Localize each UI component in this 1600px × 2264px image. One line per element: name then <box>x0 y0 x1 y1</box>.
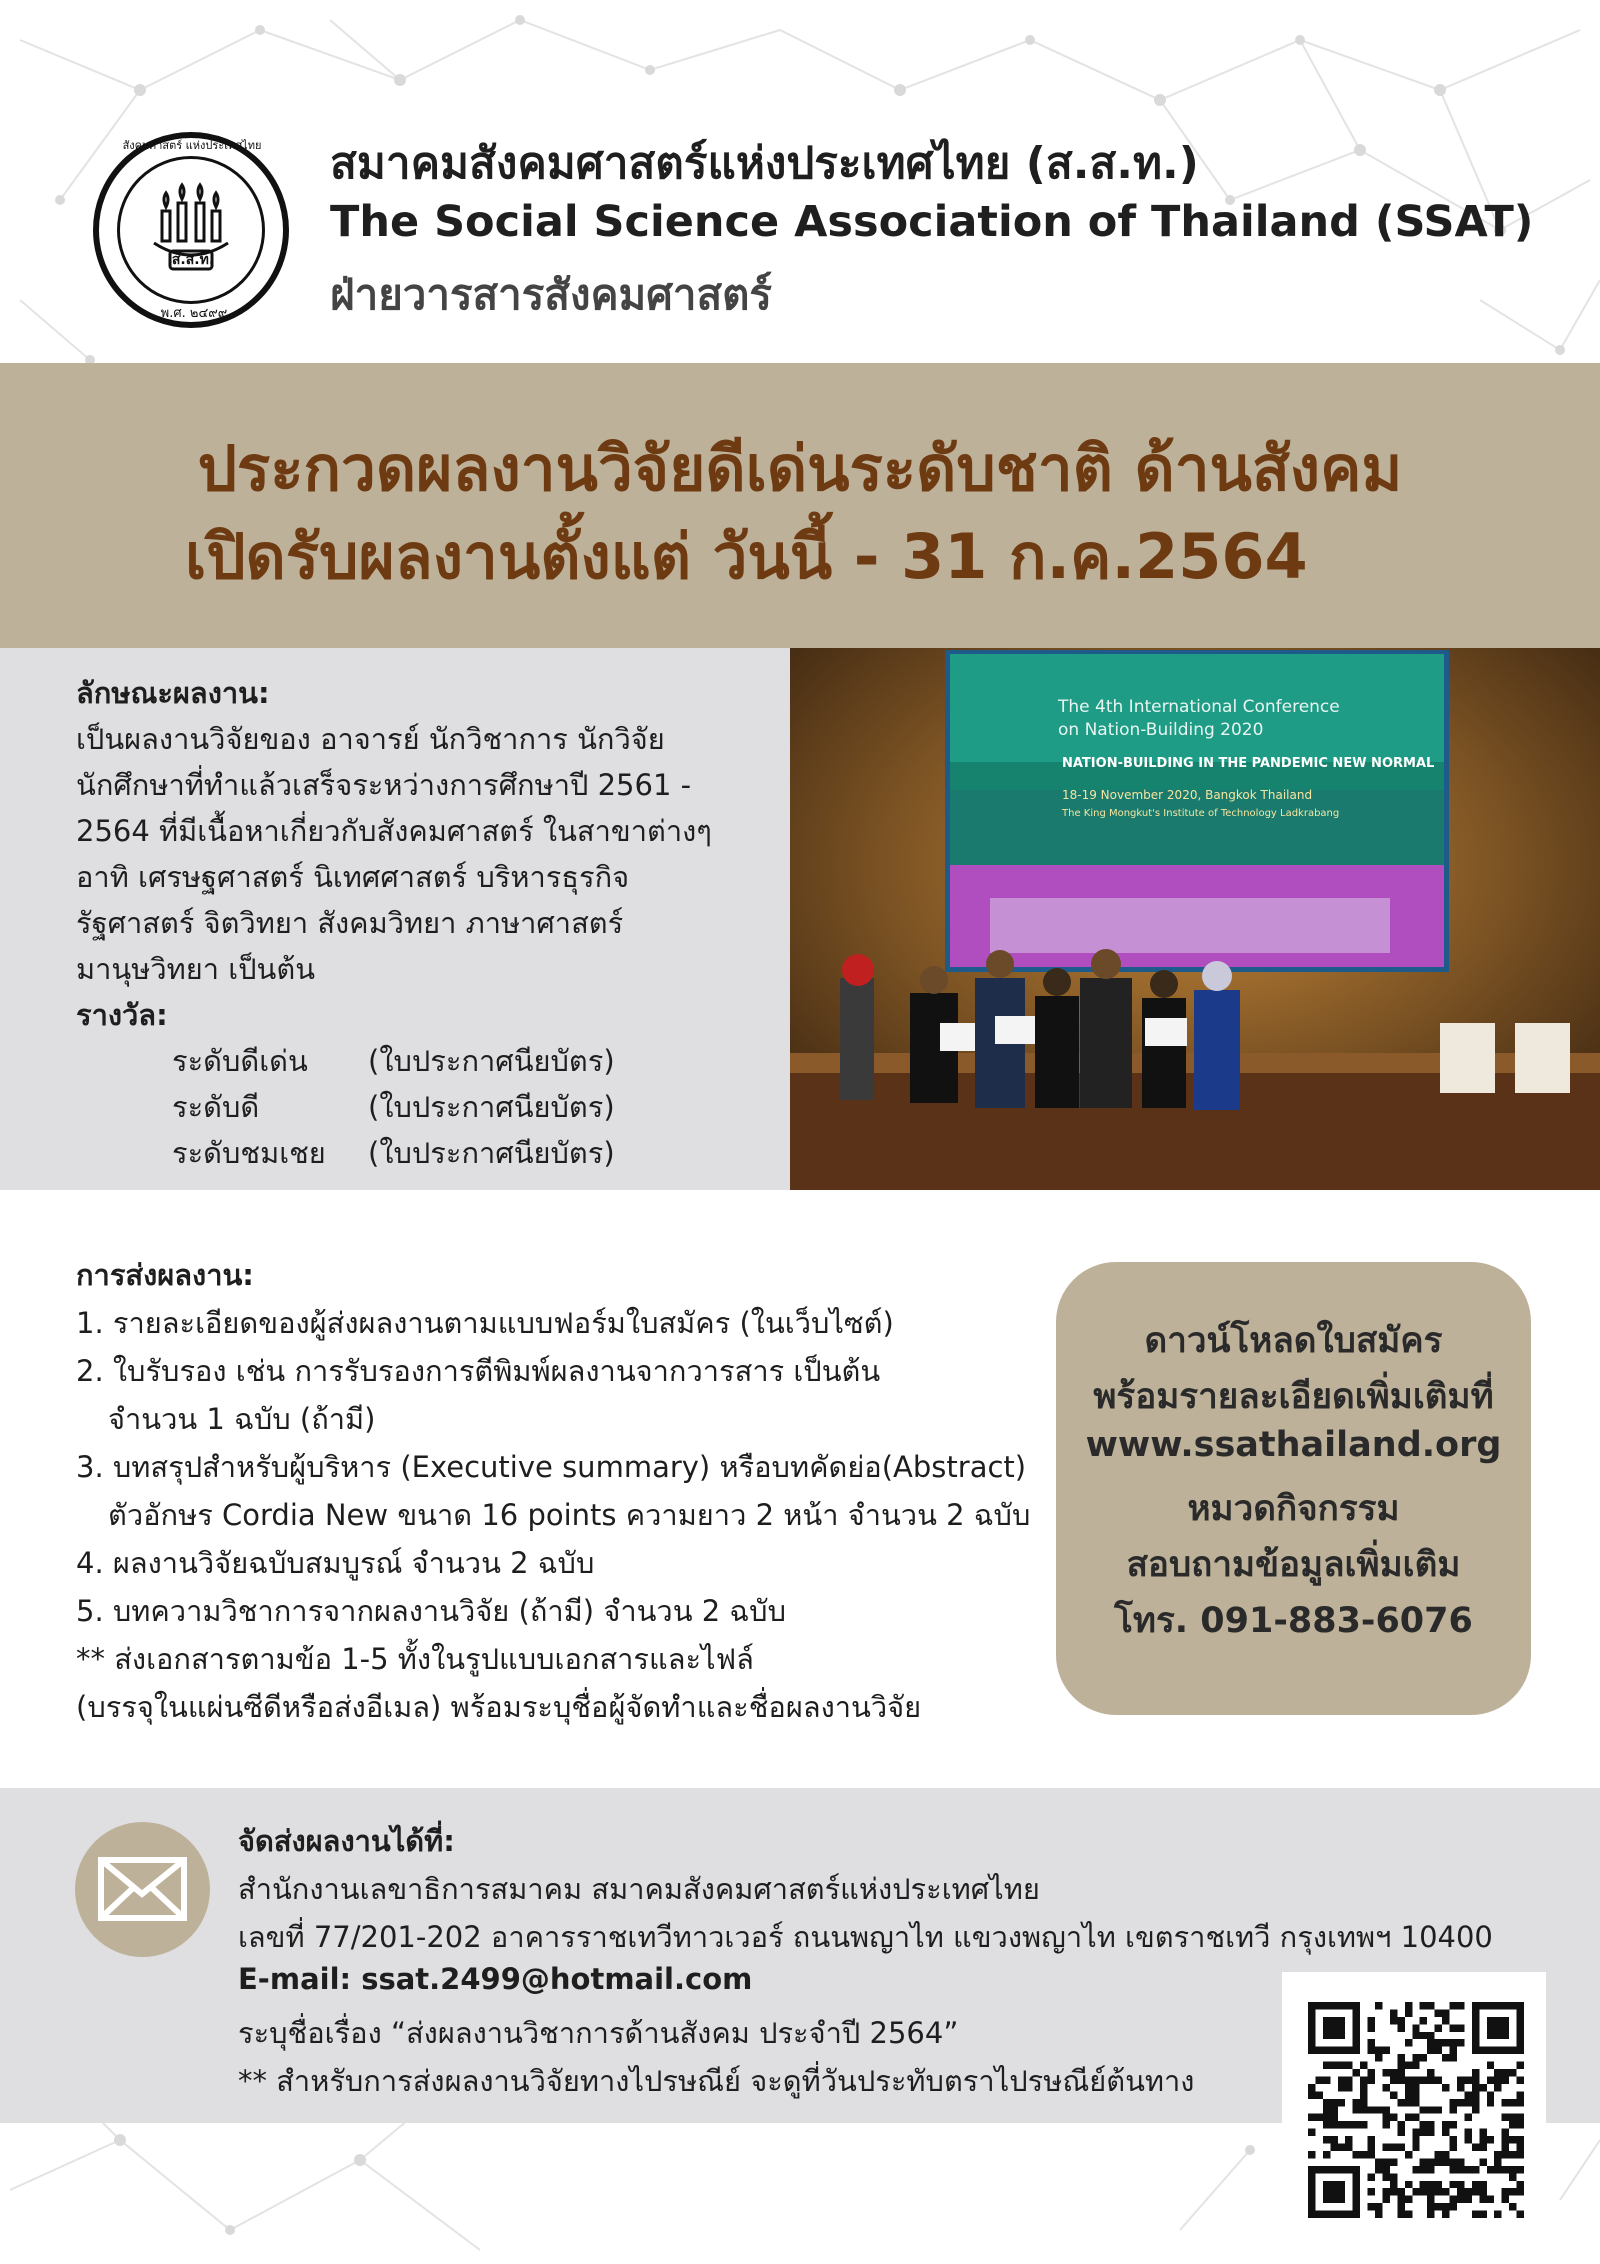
delivery-subject: ระบุชื่อเรื่อง “ส่งผลงานวิชาการด้านสังคม ประจำปี 2564” <box>238 2016 959 2050</box>
submission-note: (บรรจุในแผ่นซีดีหรือส่งอีเมล) พร้อมระบุชื่อผู้จัดทำและชื่อผลงานวิจัย <box>76 1690 922 1724</box>
submission-item-continued: จำนวน 1 ฉบับ (ถ้ามี) <box>108 1402 376 1436</box>
download-line: สอบถามข้อมูลเพิ่มเติม <box>1126 1545 1461 1585</box>
org-name-thai: สมาคมสังคมศาสตร์แห่งประเทศไทย (ส.ส.ท.) <box>330 138 1199 189</box>
qr-code-frame <box>1282 1972 1546 2252</box>
delivery-office: สำนักงานเลขาธิการสมาคม สมาคมสังคมศาสตร์แห่งประเทศไทย <box>238 1872 1040 1906</box>
submission-item: 2. ใบรับรอง เช่น การรับรองการตีพิมพ์ผลงานจากวารสาร เป็นต้น <box>76 1354 881 1388</box>
delivery-address: เลขที่ 77/201-202 อาคารราชเทวีทาวเวอร์ ถนนพญาไท แขวงพญาไท เขตราชเทวี กรุงเทพฯ 10400 <box>238 1920 1493 1954</box>
banner-title: ประกวดผลงานวิจัยดีเด่นระดับชาติ ด้านสังคม <box>197 432 1403 505</box>
awards-heading: รางวัล: <box>76 998 168 1032</box>
ssat-seal-logo <box>93 132 289 328</box>
award-level: ระดับดี <box>172 1090 260 1124</box>
award-prize: (ใบประกาศนียบัตร) <box>368 1044 615 1078</box>
submission-item: 1. รายละเอียดของผู้ส่งผลงานตามแบบฟอร์มใบสมัคร (ในเว็บไซต์) <box>76 1306 894 1340</box>
submission-note: ** ส่งเอกสารตามข้อ 1-5 ทั้งในรูปแบบเอกสารและไฟล์ <box>76 1642 754 1676</box>
submission-item: 5. บทความวิชาการจากผลงานวิจัย (ถ้ามี) จำนวน 2 ฉบับ <box>76 1594 786 1628</box>
screen-title-2: on Nation-Building 2020 <box>1058 720 1264 740</box>
seal-emblem <box>120 159 262 301</box>
seal-ring-text: สังคมศาสตร์ แห่งประเทศไทย <box>122 139 262 152</box>
download-line: ดาวน์โหลดใบสมัคร <box>1144 1321 1443 1361</box>
download-line: หมวดกิจกรรม <box>1187 1489 1400 1529</box>
department-name: ฝ่ายวารสารสังคมศาสตร์ <box>330 270 772 319</box>
seal-year: พ.ศ. ๒๔๙๙ <box>160 306 228 321</box>
submission-item: 4. ผลงานวิจัยฉบับสมบูรณ์ จำนวน 2 ฉบับ <box>76 1546 595 1580</box>
characteristics-line: อาทิ เศรษฐศาสตร์ นิเทศศาสตร์ บริหารธุรกิจ <box>76 860 630 894</box>
delivery-note: ** สำหรับการส่งผลงานวิจัยทางไปรษณีย์ จะดูที่วันประทับตราไปรษณีย์ต้นทาง <box>238 2064 1195 2098</box>
qr-code[interactable] <box>1308 2002 1524 2218</box>
phone-number: โทร. 091-883-6076 <box>1114 1601 1473 1641</box>
characteristics-heading: ลักษณะผลงาน: <box>76 676 270 710</box>
award-level: ระดับดีเด่น <box>172 1044 308 1078</box>
mail-icon <box>75 1822 210 1957</box>
org-name-english: The Social Science Association of Thailand (SSAT) <box>330 197 1534 247</box>
characteristics-line: มานุษวิทยา เป็นต้น <box>76 952 316 986</box>
envelope-icon <box>75 1822 210 1957</box>
characteristics-line: รัฐศาสตร์ จิตวิทยา สังคมวิทยา ภาษาศาสตร์ <box>76 906 624 940</box>
banner-deadline: เปิดรับผลงานตั้งแต่ วันนี้ - 31 ก.ค.2564 <box>185 520 1308 593</box>
conference-award-photo <box>790 648 1600 1190</box>
characteristics-line: นักศึกษาที่ทำแล้วเสร็จระหว่างการศึกษาปี 2561 - <box>76 768 692 802</box>
seal-abbreviation: ส.ส.ท. <box>171 252 215 268</box>
screen-venue: The King Mongkut's Institute of Technology Ladkrabang <box>1062 808 1340 819</box>
delivery-email[interactable]: E-mail: ssat.2499@hotmail.com <box>238 1962 753 1996</box>
screen-date: 18-19 November 2020, Bangkok Thailand <box>1062 788 1313 802</box>
screen-subtitle: NATION-BUILDING IN THE PANDEMIC NEW NORMAL <box>1062 756 1435 771</box>
screen-title-1: The 4th International Conference <box>1058 697 1340 717</box>
award-prize: (ใบประกาศนียบัตร) <box>368 1090 615 1124</box>
website-link[interactable]: www.ssathailand.org <box>1085 1425 1502 1465</box>
award-level: ระดับชมเชย <box>172 1136 326 1170</box>
characteristics-line: เป็นผลงานวิจัยของ อาจารย์ นักวิชาการ นักวิจัย <box>76 722 665 756</box>
submission-item-continued: ตัวอักษร Cordia New ขนาด 16 points ความยาว 2 หน้า จำนวน 2 ฉบับ <box>108 1498 1031 1532</box>
submission-item: 3. บทสรุปสำหรับผู้บริหาร (Executive summary) หรือบทคัดย่อ(Abstract) <box>76 1450 1027 1484</box>
characteristics-line: 2564 ที่มีเนื้อหาเกี่ยวกับสังคมศาสตร์ ในสาขาต่างๆ <box>76 814 712 848</box>
seal-inner-ring <box>117 156 265 304</box>
download-line: พร้อมรายละเอียดเพิ่มเติมที่ <box>1093 1377 1494 1417</box>
qr-modules <box>1308 2002 1524 2218</box>
award-prize: (ใบประกาศนียบัตร) <box>368 1136 615 1170</box>
submission-heading: การส่งผลงาน: <box>76 1258 254 1292</box>
delivery-heading: จัดส่งผลงานได้ที่: <box>238 1824 455 1858</box>
